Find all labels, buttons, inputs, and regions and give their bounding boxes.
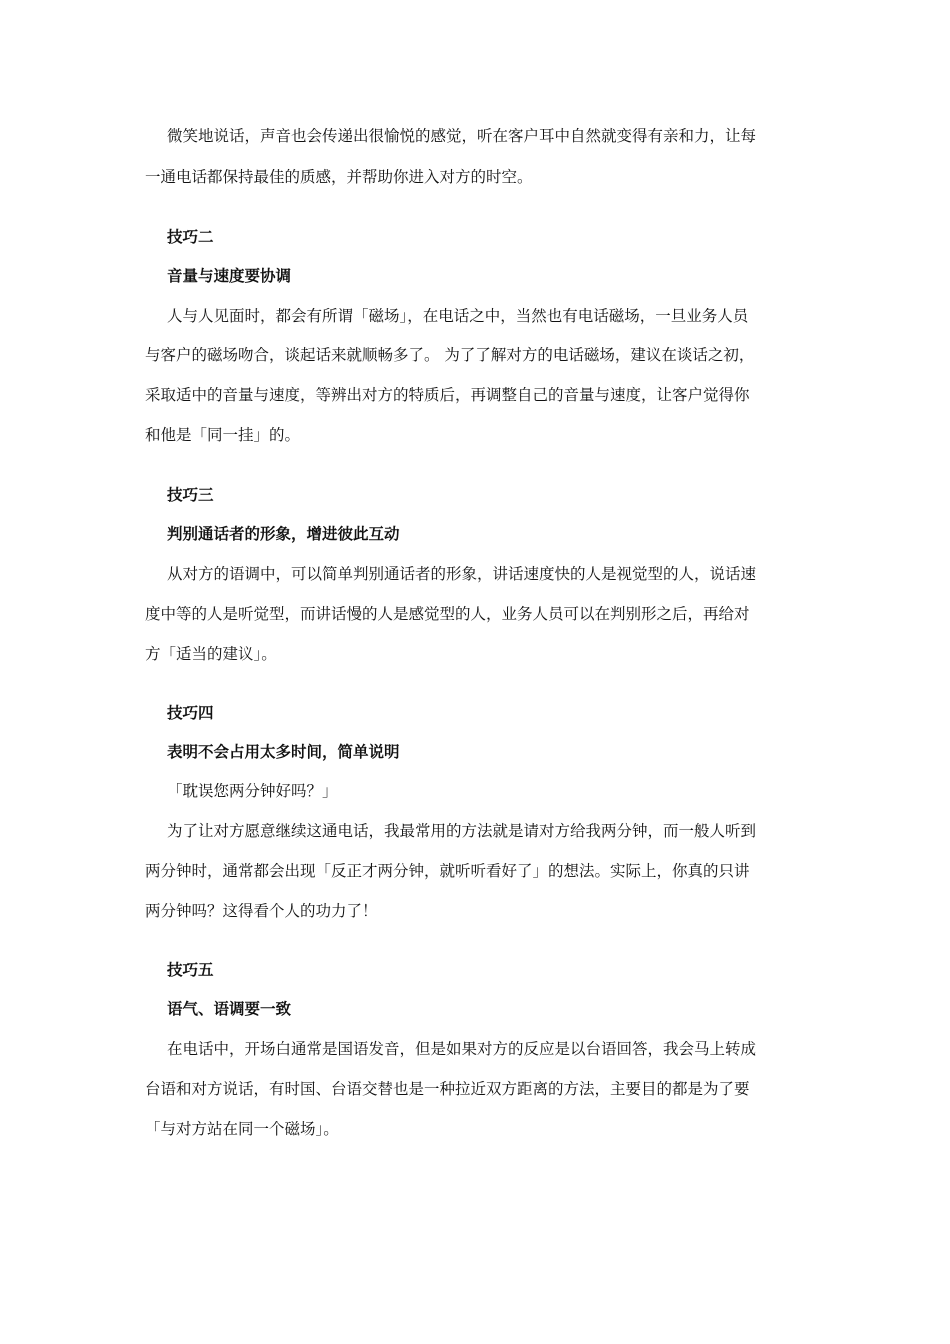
section-title: 判别通话者的形象，增进彼此互动	[167, 524, 400, 543]
paragraph-line: 「与对方站在同一个磁场」。	[145, 1120, 339, 1138]
section-label: 技巧三	[167, 485, 214, 504]
section-title: 表明不会占用太多时间，简单说明	[167, 742, 400, 761]
section-title: 音量与速度要协调	[167, 266, 292, 285]
paragraph-line: 一通电话都保持最佳的质感，并帮助你进入对方的时空。	[145, 168, 533, 186]
paragraph-line: 与客户的磁场吻合，谈起话来就顺畅多了。 为了了解对方的电话磁场，建议在谈话之初，	[145, 346, 755, 364]
section-label: 技巧五	[167, 960, 214, 979]
section-label: 技巧四	[167, 703, 214, 722]
paragraph-line: 从对方的语调中，可以简单判别通话者的形象，讲话速度快的人是视觉型的人，说话速	[167, 565, 757, 583]
section-label: 技巧二	[167, 227, 214, 246]
paragraph-line: 在电话中，开场白通常是国语发音，但是如果对方的反应是以台语回答，我会马上转成	[167, 1040, 757, 1058]
paragraph-line: 微笑地说话，声音也会传递出很愉悦的感觉，听在客户耳中自然就变得有亲和力，让每	[167, 127, 757, 145]
paragraph-line: 人与人见面时，都会有所谓「磁场」，在电话之中，当然也有电话磁场，一旦业务人员	[167, 307, 749, 325]
paragraph-line: 为了让对方愿意继续这通电话，我最常用的方法就是请对方给我两分钟，而一般人听到	[167, 822, 757, 840]
paragraph-line: 方「适当的建议」。	[145, 645, 277, 663]
paragraph-line: 采取适中的音量与速度，等辨出对方的特质后，再调整自己的音量与速度，让客户觉得你	[145, 386, 750, 404]
paragraph-line: 和他是「同一挂」的。	[145, 426, 301, 444]
paragraph-line: 两分钟吗？这得看个人的功力了！	[145, 902, 378, 920]
paragraph-line: 两分钟时，通常都会出现「反正才两分钟，就听听看好了」的想法。实际上，你真的只讲	[145, 862, 750, 880]
paragraph-line: 度中等的人是听觉型，而讲话慢的人是感觉型的人，业务人员可以在判别形之后，再给对	[145, 605, 750, 623]
paragraph-line: 台语和对方说话，有时国、台语交替也是一种拉近双方距离的方法，主要目的都是为了要	[145, 1080, 750, 1098]
section-title: 语气、语调要一致	[167, 999, 292, 1018]
quote-line: 「耽误您两分钟好吗？」	[167, 782, 338, 800]
